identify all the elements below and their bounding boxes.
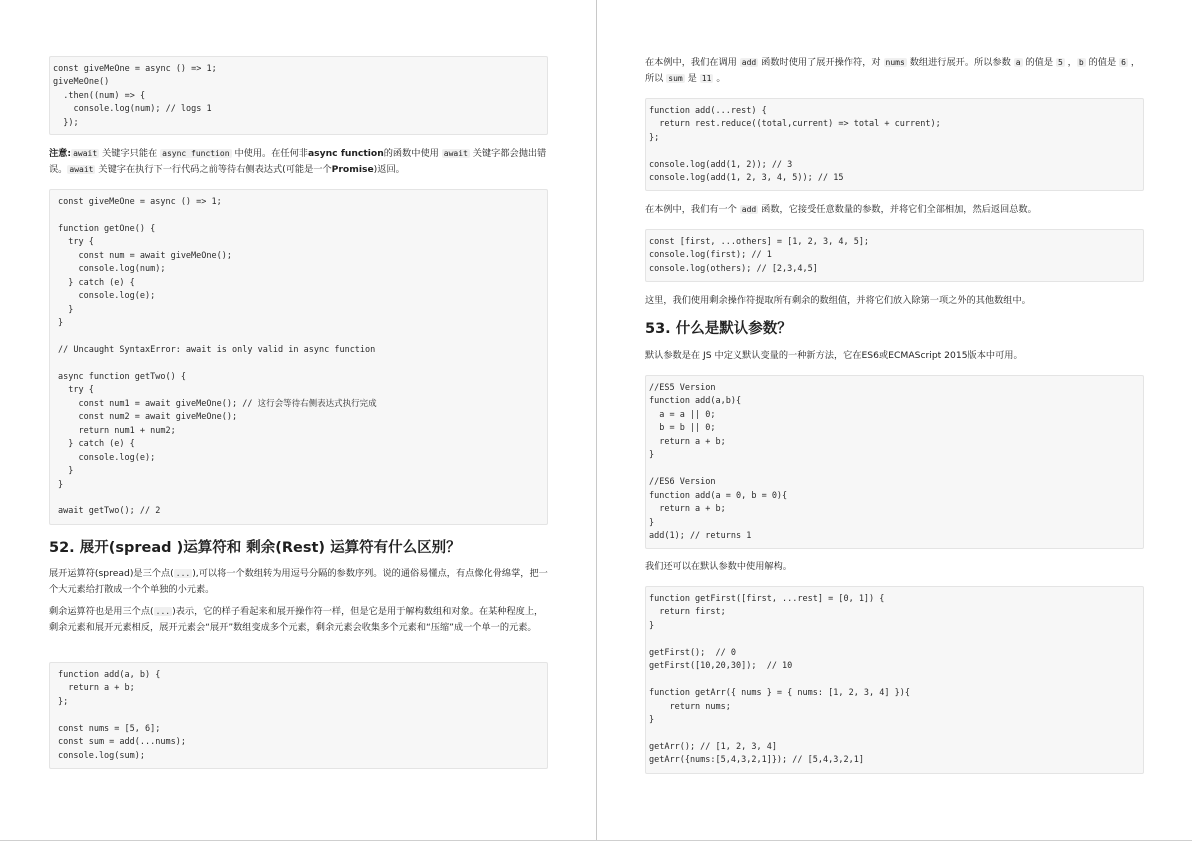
destructure-default-paragraph: 我们还可以在默认参数中使用解构。 — [645, 561, 792, 572]
inline-code: await — [73, 149, 98, 158]
page-right — [597, 0, 1192, 841]
inline-code: add — [741, 205, 757, 214]
inline-code: ... — [155, 607, 171, 616]
code-block-spread-add: function add(a, b) { return a + b; }; const nums = [5, 6]; const sum = add(...nums); console.log(sum); — [49, 662, 548, 769]
heading-53: 53. 什么是默认参数？ — [645, 321, 792, 337]
text: 的函数中使用 — [383, 148, 442, 159]
code-block-await-example: const giveMeOne = async () => 1; function getOne() { try { const num = await giveMeOne(); console.log(num); } catch (e) { console.log(e); } } // Uncaught SyntaxError: await is only valid in async function async function getTwo() { try { const num1 = await giveMeOne(); // 这行会等待右侧表达式执行完成 const num2 = await giveMeOne(); return num1 + num2; } catch (e) { console.log(e); } } await getTwo(); // 2 — [49, 189, 548, 525]
inline-code: ... — [175, 569, 191, 578]
heading-52: 52. 展开(spread )运算符和 剩余(Rest) 运算符有什么区别？ — [49, 540, 461, 556]
text: 函数，它接受任意数量的参数，并将它们全部相加，然后返回总数。 — [758, 204, 1037, 215]
spread-explain-paragraph — [645, 55, 1144, 87]
inline-code: nums — [885, 58, 905, 67]
text: 剩余运算符也是用三个点( — [49, 606, 154, 617]
text: ，所以 — [645, 57, 1141, 84]
text: 关键字在执行下一行代码之前等待右侧表达式(可能是一个 — [95, 164, 332, 175]
note-paragraph — [49, 146, 548, 178]
text: 数组进行展开。所以参数 — [906, 57, 1014, 68]
text: )表示，它的样子看起来和展开操作符一样，但是它是用于解构数组和对象。在某种程度上，剩余元素和展开元素相反，展开元素会“展开”数组变成多个元素，剩余元素会收集多个元素和“压缩”成一个单一的元素。 — [49, 606, 544, 633]
rest-paragraph — [49, 604, 548, 636]
text: 在本例中，我们在调用 — [645, 57, 740, 68]
text: 的值是 — [1085, 57, 1120, 68]
bold-text: async function — [307, 148, 384, 159]
text: 的值是 — [1022, 57, 1056, 68]
inline-code: await — [69, 165, 94, 174]
destructure-explain-paragraph: 这里，我们使用剩余操作符提取所有剩余的数组值，并将它们放入除第一项之外的其他数组中。 — [645, 295, 1031, 306]
inline-code: add — [741, 58, 757, 67]
note-label: 注意: — [49, 148, 72, 159]
spread-paragraph — [49, 566, 548, 598]
code-block-destructure: const [first, ...others] = [1, 2, 3, 4, 5]; console.log(first); // 1 console.log(others); // [2,3,4,5] — [645, 229, 1144, 282]
rest-explain-paragraph — [645, 202, 1144, 218]
inline-code: 5 — [1057, 58, 1063, 67]
code-block-default-params: //ES5 Version function add(a,b){ a = a || 0; b = b || 0; return a + b; } //ES6 Version function add(a = 0, b = 0){ return a + b; } add(1); // returns 1 — [645, 375, 1144, 549]
code-block-default-destructure: function getFirst([first, ...rest] = [0, 1]) { return first; } getFirst(); // 0 getFirst([10,20,30]); // 10 function getArr({ nums } = { nums: [1, 2, 3, 4] }){ return nums; } getArr(); // [1, 2, 3, 4] getArr({nums:[5,4,3,2,1]}); // [5,4,3,2,1] — [645, 586, 1144, 774]
text: 关键字都会抛出错误。 — [49, 148, 547, 175]
inline-code: 6 — [1121, 58, 1126, 67]
inline-code: 11 — [701, 74, 712, 83]
inline-code: async function — [162, 149, 230, 158]
text: 关键字只能在 — [99, 148, 161, 159]
default-params-paragraph: 默认参数是在 JS 中定义默认变量的一种新方法，它在ES6或ECMAScript 2015版本中可用。 — [645, 350, 1023, 361]
text: 函数时使用了展开操作符，对 — [758, 57, 884, 68]
inline-code: await — [443, 149, 468, 158]
bold-text: Promise — [331, 164, 374, 175]
inline-code: a — [1015, 58, 1021, 67]
code-block-rest-add: function add(...rest) { return rest.reduce((total,current) => total + current); }; console.log(add(1, 2)); // 3 console.log(add(1, 2, 3, 4, 5)); // 15 — [645, 98, 1144, 191]
inline-code: sum — [668, 74, 683, 83]
text: ),可以将一个数组转为用逗号分隔的参数序列。说的通俗易懂点，有点像化骨绵掌，把一个大元素给打散成一个个单独的小元素。 — [49, 568, 548, 595]
text: 。 — [713, 73, 726, 84]
code-block-async-then: const giveMeOne = async () => 1; giveMeOne() .then((num) => { console.log(num); // logs 1 }); — [49, 56, 548, 135]
inline-code: b — [1078, 58, 1084, 67]
text: 是 — [684, 73, 700, 84]
text: ， — [1064, 57, 1077, 68]
text: )返回。 — [373, 164, 405, 175]
text: 展开运算符(spread)是三个点( — [49, 568, 174, 579]
text: 中使用。在任何非 — [231, 148, 308, 159]
text: 在本例中，我们有一个 — [645, 204, 740, 215]
